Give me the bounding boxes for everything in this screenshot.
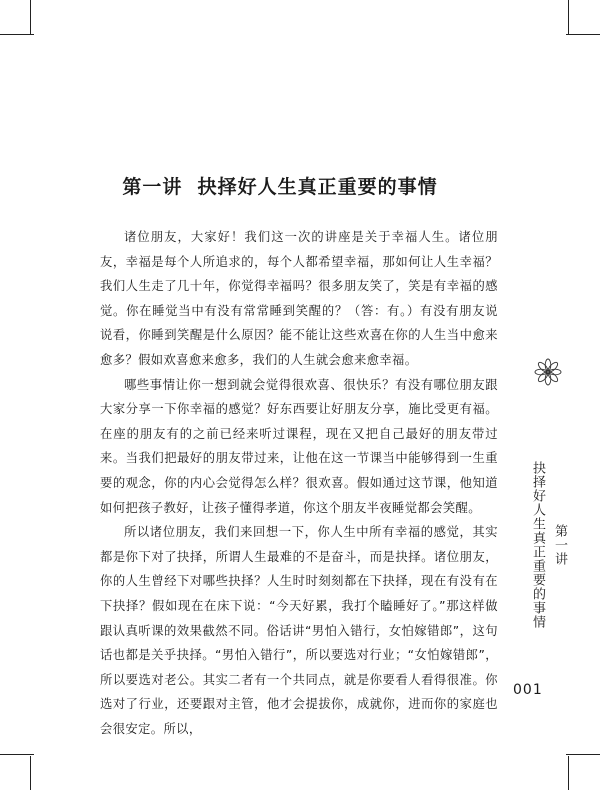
side-title-label: 抉择好人生真正重要的事情 [530,461,545,629]
crop-mark-bottom-right [568,756,569,790]
body-text [100,225,498,741]
crop-mark-top-left-h [0,34,34,35]
chapter-title: 第一讲 抉择好人生真正重要的事情 [122,176,438,198]
side-chapter-label: 第一讲 [552,524,567,566]
crop-mark-bottom-right-h [566,754,600,755]
paragraph: 哪些事情让你一想到就会觉得很欢喜、很快乐？有没有哪位朋友跟大家分享一下你幸福的感觉？好东西要让好朋友分享，施比受更有福。在座的朋友有的之前已经来听过课程，现在又把自己最好的朋友带过来。当我们把最好的朋友带过来，让他在这一节课当中能够得到一生重要的观念，你的内心会觉得怎么样？很欢喜。假如通过这节课，他知道如何把孩子教好，让孩子懂得孝道，你这个朋友半夜睡觉都会笑醒。 [100,377,498,515]
side-running-head [516,357,580,695]
page-number: 001 [513,682,543,698]
crop-mark-top-right-h [566,34,600,35]
crop-mark-top-right [568,0,569,34]
crop-mark-bottom-left [30,756,31,790]
crop-mark-bottom-left-h [0,754,34,755]
crop-mark-top-left [30,0,31,34]
side-label [529,395,567,695]
paragraph: 诸位朋友，大家好！我们这一次的讲座是关于幸福人生。诸位朋友，幸福是每个人所追求的，每个人都希望幸福，那如何让人生幸福？我们人生走了几十年，你觉得幸福吗？很多朋友笑了，笑是有幸福的感觉。你在睡觉当中有没有常常睡到笑醒的？（答：有。）有没有朋友说说看，你睡到笑醒是什么原因？能不能让这些欢喜在你的人生当中愈来愈多？假如欢喜愈来愈多，我们的人生就会愈来愈幸福。 [100,230,498,367]
flower-icon [533,357,563,387]
paragraph: 所以诸位朋友，我们来回想一下，你人生中所有幸福的感觉，其实都是你下对了抉择，所谓人生最难的不是奋斗，而是抉择。诸位朋友，你的人生曾经下对哪些抉择？人生时时刻刻都在下抉择，现在有没有在下抉择？假如现在在床下说：“今天好累，我打个瞌睡好了。”那这样做跟认真听课的效果截然不同。俗话讲“男怕入错行，女怕嫁错郎”，这句话也都是关乎抉择。“男怕入错行”，所以要选对行业；“女怕嫁错郎”，所以要选对老公。其实二者有一个共同点，就是你要看人看得很准。你选对了行业，还要跟对主管，他才会提拔你，成就你，进而你的家庭也会很安定。所以， [100,525,498,736]
